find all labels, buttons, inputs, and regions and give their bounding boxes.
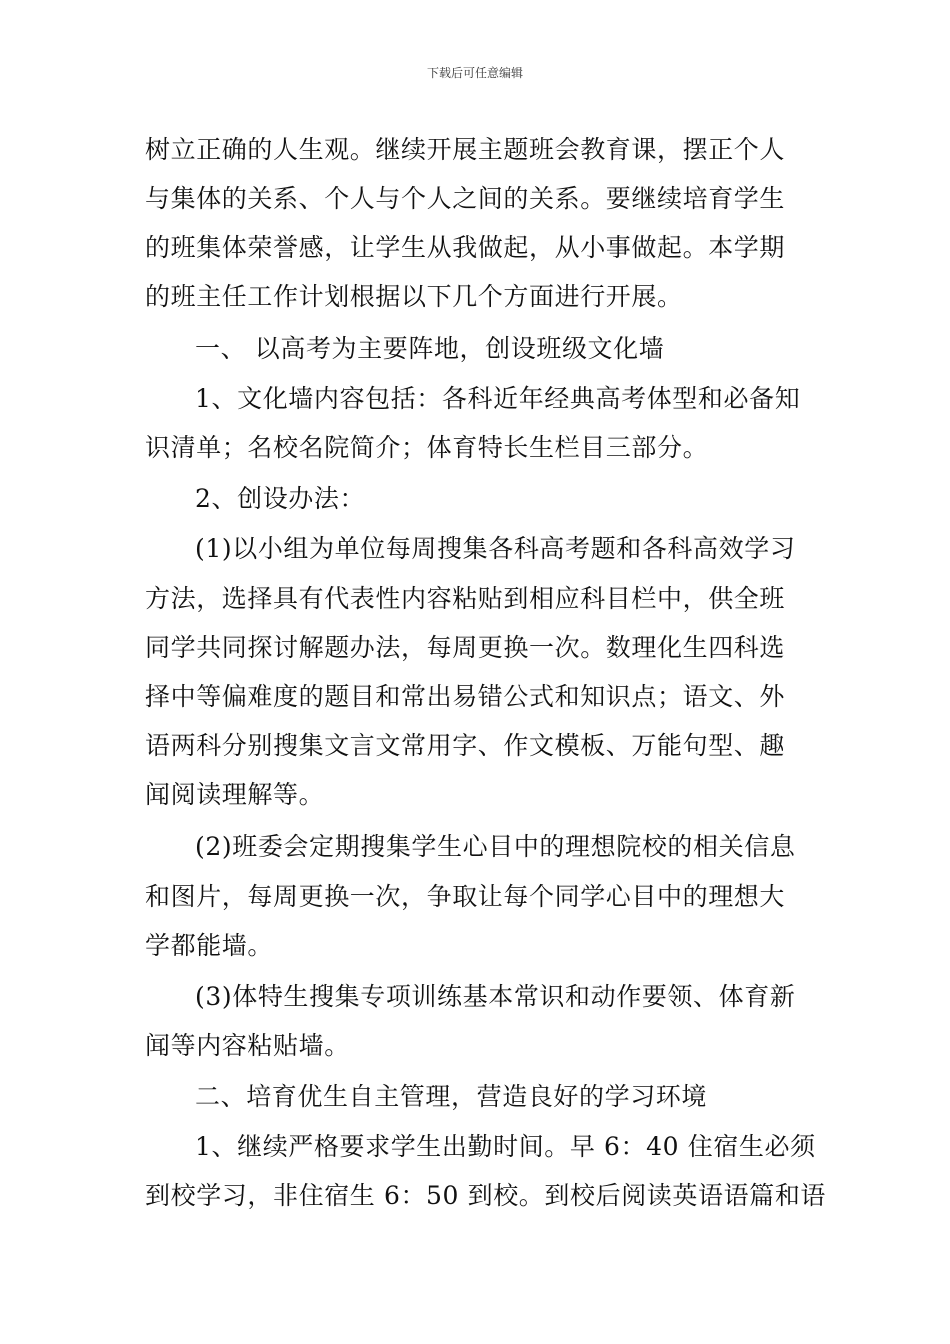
paragraph-line: 学都能墙。: [145, 931, 274, 960]
subsection-heading: 2、创设办法：: [195, 484, 366, 513]
paragraph-line: 择中等偏难度的题目和常出易错公式和知识点；语文、外: [145, 682, 786, 711]
paragraph-line: 语两科分别搜集文言文常用字、作文模板、万能句型、趣: [145, 731, 786, 760]
paragraph-line: 闻等内容粘贴墙。: [145, 1031, 350, 1060]
paragraph-line: 1、继续严格要求学生出勤时间。早 6：40 住宿生必须: [195, 1132, 816, 1161]
paragraph-line: (2)班委会定期搜集学生心目中的理想院校的相关信息: [195, 832, 796, 861]
page-header-note: 下载后可任意编辑: [426, 66, 523, 80]
paragraph-line: (3)体特生搜集专项训练基本常识和动作要领、体育新: [195, 982, 796, 1011]
paragraph-line: 同学共同探讨解题办法，每周更换一次。数理化生四科选: [145, 633, 786, 662]
paragraph-line: 的班主任工作计划根据以下几个方面进行开展。: [145, 282, 683, 311]
section-heading-2: 二、培育优生自主管理，营造良好的学习环境: [195, 1082, 708, 1111]
paragraph-line: 方法，选择具有代表性内容粘贴到相应科目栏中，供全班: [145, 584, 786, 613]
paragraph-line: (1)以小组为单位每周搜集各科高考题和各科高效学习: [195, 534, 796, 563]
paragraph-line: 到校学习，非住宿生 6：50 到校。到校后阅读英语语篇和语: [145, 1181, 827, 1210]
paragraph-line: 和图片，每周更换一次，争取让每个同学心目中的理想大: [145, 882, 786, 911]
section-heading-1: 一、 以高考为主要阵地，创设班级文化墙: [195, 334, 665, 363]
paragraph-line: 识清单；名校名院简介；体育特长生栏目三部分。: [145, 433, 709, 462]
paragraph-line: 的班集体荣誉感，让学生从我做起，从小事做起。本学期: [145, 233, 786, 262]
paragraph-line: 1、文化墙内容包括：各科近年经典高考体型和必备知: [195, 384, 801, 413]
paragraph-line: 树立正确的人生观。继续开展主题班会教育课，摆正个人: [145, 135, 786, 164]
paragraph-line: 闻阅读理解等。: [145, 780, 325, 809]
paragraph-line: 与集体的关系、个人与个人之间的关系。要继续培育学生: [145, 184, 786, 213]
